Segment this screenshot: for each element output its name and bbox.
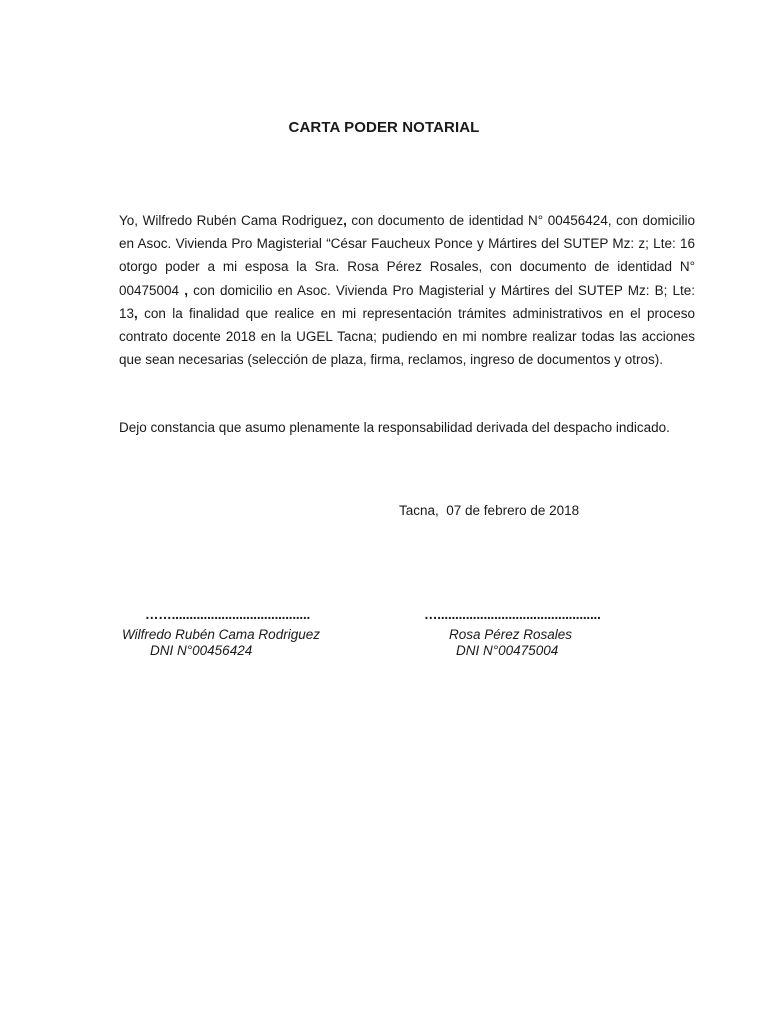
date-line: Tacna, 07 de febrero de 2018: [399, 503, 580, 518]
paragraph-text: con documento de identidad N° 00456424, con domicilio en Asoc. Vivienda Pro Magisterial “César Faucheux Ponce y Mártires del SUTEP Mz: z; Lte: 16 otorgo poder a mi esposa la Sra. Rosa Pérez Rosales, con documento de identidad N° 00475004: [119, 213, 695, 298]
signatory-dni-2: DNI N°00475004: [456, 643, 559, 658]
signatory-name-2: Rosa Pérez Rosales: [449, 627, 573, 642]
signatory-name-1: Wilfredo Rubén Cama Rodriguez: [122, 627, 320, 642]
signature-line-2: …..............................................: [424, 607, 601, 622]
signatory-dni-1: DNI N°00456424: [150, 643, 253, 658]
paragraph-text: Yo, Wilfredo Rubén Cama Rodriguez: [119, 213, 344, 228]
signature-line-1: …….......................................: [145, 607, 311, 622]
paragraph-text: ,: [184, 282, 188, 298]
paragraph-text: con domicilio en Asoc. Vivienda Pro Magisterial y Mártires del SUTEP Mz: B; Lte: 13: [119, 282, 695, 321]
paragraph-text: con la finalidad que realice en mi representación trámites administrativos en el proceso contrato docente 2018 en la UGEL Tacna; pudiendo en mi nombre realizar todas las acciones que sean necesarias (selección de plaza, firma, reclamos, ingreso de documentos y otros).: [119, 305, 695, 368]
paragraph-responsibility: Dejo constancia que asumo plenamente la responsabilidad derivada del despacho indicado.: [119, 420, 670, 435]
document-title: CARTA PODER NOTARIAL: [288, 119, 480, 136]
paragraph-grant-of-power: [119, 209, 695, 371]
paragraph-text: ,: [134, 305, 138, 321]
paragraph-text: ,: [343, 213, 347, 228]
